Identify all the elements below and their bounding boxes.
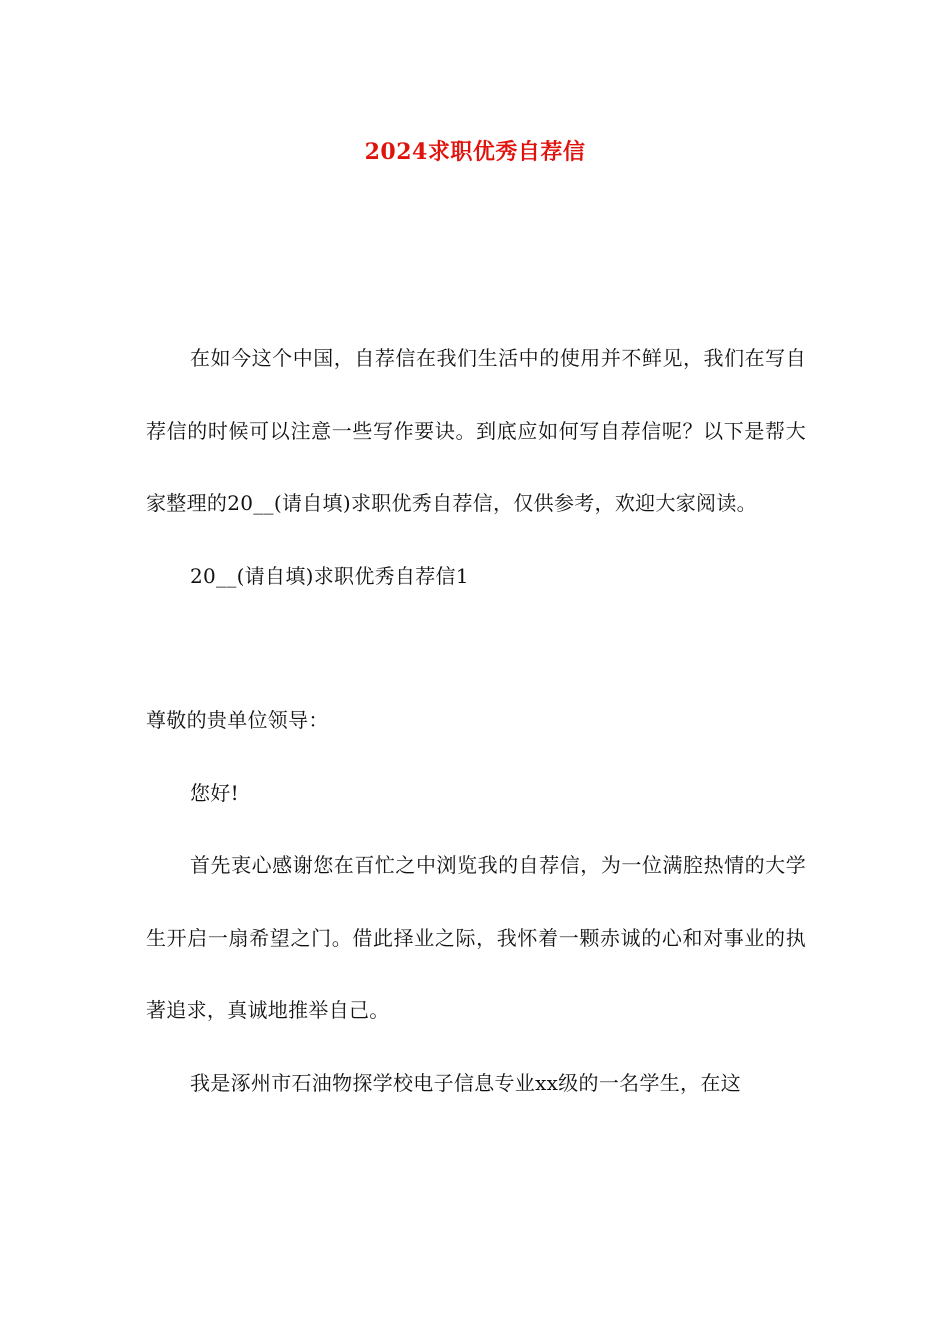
greeting: 您好! <box>190 780 239 805</box>
section-heading: 20__(请自填)求职优秀自荐信1 <box>190 563 469 588</box>
body-paragraph: 首先衷心感谢您在百忙之中浏览我的自荐信，为一位满腔热情的大学生开启一扇希望之门。借此择业之际，我怀着一颗赤诚的心和对事业的执著追求，真诚地推举自己。 <box>146 853 806 1022</box>
intro-paragraph: 在如今这个中国，自荐信在我们生活中的使用并不鲜见，我们在写自荐信的时候可以注意一些写作要诀。到底应如何写自荐信呢？以下是帮大家整理的20__(请自填)求职优秀自荐信，仅供参考，欢迎大家阅读。 <box>146 346 806 515</box>
document-title: 2024求职优秀自荐信 <box>364 139 586 165</box>
salutation: 尊敬的贵单位领导： <box>146 708 329 732</box>
body-paragraph: 我是涿州市石油物探学校电子信息专业xx级的一名学生，在这 <box>190 1070 741 1095</box>
document-body <box>146 322 806 1119</box>
